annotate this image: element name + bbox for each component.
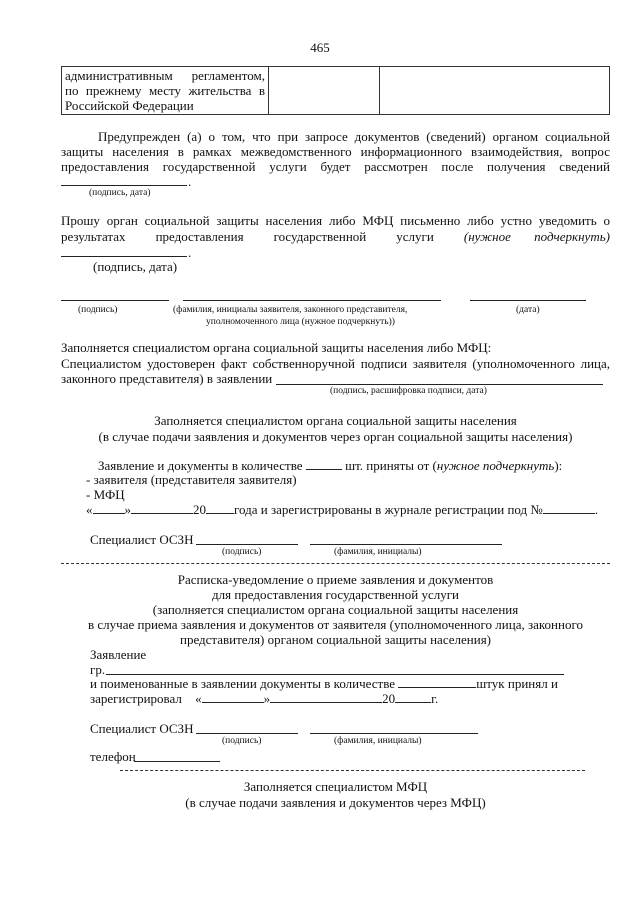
notify-italic: (нужное подчеркнуть): [463, 229, 610, 244]
registration-line: [86, 502, 598, 517]
citizen-name-line[interactable]: [106, 674, 564, 675]
table-cell-empty: [269, 67, 380, 115]
table-cell-line: Российской Федерации: [65, 98, 194, 113]
oszn-heading: (в случае подачи заявления и документов через орган социальной защиты населения): [98, 429, 573, 444]
caption-name: (фамилия, инициалы): [334, 736, 422, 746]
accepted-prefix: Заявление и документы в количестве: [98, 458, 303, 473]
year-field[interactable]: [395, 691, 431, 703]
caption-sign: (подпись): [222, 736, 262, 746]
date-close: »: [263, 691, 271, 706]
year-suffix: г.: [431, 691, 439, 706]
docs-line: [90, 676, 558, 691]
caption-name: (фамилия, инициалы): [334, 547, 422, 557]
statement-label: Заявление: [90, 647, 147, 662]
warning-line: предоставления государственной услуги будет рассмотрен после получения сведений: [61, 159, 610, 174]
option-mfc: - МФЦ: [86, 487, 125, 502]
mfc-heading: Заполняется специалистом МФЦ: [243, 779, 428, 794]
period: .: [188, 245, 192, 260]
phone-label: телефон: [90, 749, 136, 764]
signature-line[interactable]: [61, 256, 187, 257]
specialist-sign-line[interactable]: [196, 544, 298, 545]
notify-line-2: [61, 229, 610, 244]
caption-name: уполномоченного лица (нужное подчеркнуть)): [206, 317, 395, 327]
registered-line: [90, 691, 438, 706]
phone-line[interactable]: [134, 761, 220, 762]
accepted-italic: нужное подчеркнуть: [436, 458, 555, 473]
option-applicant: - заявителя (представителя заявителя): [86, 472, 297, 487]
receipt-heading: Расписка-уведомление о приеме заявления и документов: [177, 572, 494, 587]
date-open: «: [86, 502, 93, 517]
specialist-name-line[interactable]: [310, 733, 478, 734]
notify-word: услуги: [396, 229, 434, 244]
day-field[interactable]: [93, 502, 125, 514]
month-field[interactable]: [270, 691, 382, 703]
accepted-line: [98, 458, 562, 473]
date-line[interactable]: [470, 300, 586, 301]
receipt-heading: (заполняется специалистом органа социальной защиты населения: [152, 602, 519, 617]
registration-number-field[interactable]: [543, 502, 595, 514]
signature-caption: (подпись, дата): [93, 259, 178, 274]
warning-line: Предупрежден (а) о том, что при запросе документов (сведений) органом социальной: [98, 129, 610, 144]
year-prefix: 20: [193, 502, 206, 517]
month-field[interactable]: [131, 502, 193, 514]
docs-count-field[interactable]: [398, 676, 476, 688]
caption-sign: (подпись): [78, 305, 118, 315]
year-prefix: 20: [382, 691, 396, 706]
signature-caption: (подпись, дата): [89, 188, 151, 198]
accepted-mid: шт. приняты от (: [345, 458, 437, 473]
continuation-table: [61, 66, 610, 115]
date-close: »: [124, 502, 131, 517]
specialist-label: Специалист ОСЗН: [90, 532, 194, 547]
signature-line[interactable]: [61, 185, 187, 186]
receipt-heading: для предоставления государственной услуги: [211, 587, 460, 602]
specialist-caption: (подпись, расшифровка подписи, дата): [330, 386, 487, 396]
receipt-heading: в случае приема заявления и документов от заявителя (уполномоченного лица, законного: [88, 617, 583, 632]
period: .: [594, 502, 599, 517]
registered-label: зарегистрировал: [90, 691, 182, 706]
receipt-heading: представителя) органом социальной защиты населения): [179, 632, 492, 647]
notify-word: государственной: [273, 229, 367, 244]
notify-word: результатах: [61, 229, 126, 244]
specialist-sign-line[interactable]: [196, 733, 298, 734]
count-field[interactable]: [306, 458, 342, 470]
caption-sign: (подпись): [222, 547, 262, 557]
specialist-signature-line[interactable]: [276, 384, 603, 385]
table-cell-line: административным регламентом,: [65, 68, 265, 83]
date-open: «: [195, 691, 202, 706]
specialist-line: Специалистом удостоверен факт собственноручной подписи заявителя (уполномоченного лица,: [61, 356, 610, 371]
caption-date: (дата): [516, 305, 540, 315]
signature-line[interactable]: [61, 300, 169, 301]
cut-line: [61, 563, 610, 564]
docs-prefix: и поименованные в заявлении документы в количестве: [90, 676, 396, 691]
docs-suffix: штук принял и: [476, 676, 558, 691]
oszn-heading: Заполняется специалистом органа социальной защиты населения: [154, 413, 517, 428]
period: .: [188, 174, 192, 189]
caption-name: (фамилия, инициалы заявителя, законного представителя,: [173, 305, 408, 315]
cut-line: [120, 770, 585, 771]
citizen-label: гр.: [90, 662, 106, 677]
day-field[interactable]: [202, 691, 264, 703]
warning-line: защиты населения в рамках межведомственного информационного взаимодействия, вопрос: [61, 144, 610, 159]
specialist-line: Заполняется специалистом органа социальной защиты населения либо МФЦ:: [61, 340, 492, 355]
specialist-label: Специалист ОСЗН: [90, 721, 194, 736]
name-line[interactable]: [183, 300, 441, 301]
year-field[interactable]: [206, 502, 234, 514]
accepted-suffix: ):: [554, 458, 563, 473]
specialist-name-line[interactable]: [310, 544, 502, 545]
table-cell-line: по прежнему месту жительства в: [65, 83, 265, 98]
notify-word: предоставления: [155, 229, 244, 244]
table-cell-text: [62, 67, 269, 115]
notify-line: Прошу орган социальной защиты населения либо МФЦ письменно либо устно уведомить о: [61, 213, 610, 228]
page-number: 465: [310, 40, 330, 55]
registration-text: года и зарегистрированы в журнале регистрации под №: [234, 502, 543, 517]
mfc-heading: (в случае подачи заявления и документов через МФЦ): [185, 795, 486, 810]
table-cell-empty: [380, 67, 610, 115]
specialist-line: законного представителя) в заявлении: [61, 371, 273, 386]
